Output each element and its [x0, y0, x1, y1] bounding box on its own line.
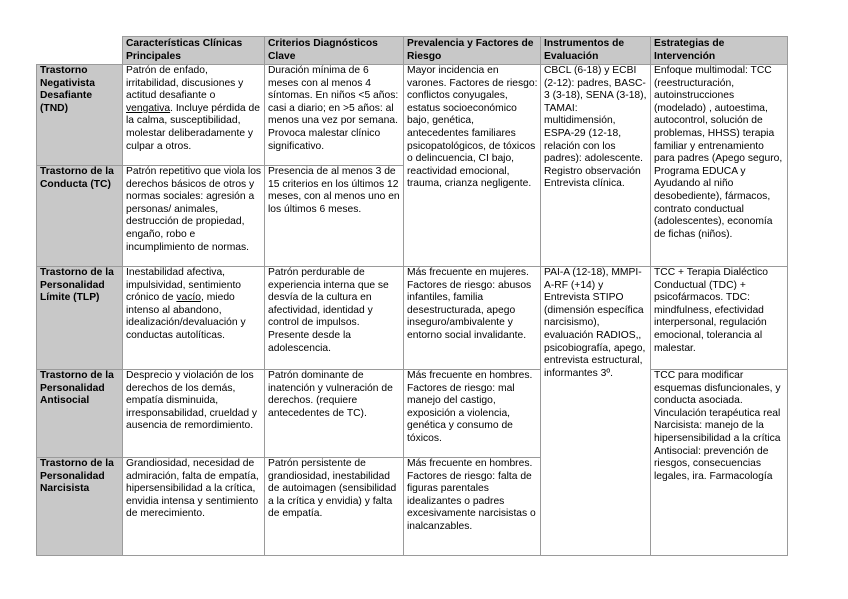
cell-tc-caracteristicas: Patrón repetitivo que viola los derechos básicos de otros y normas sociales: agresión a personas/ animales, destrucción de propiedad, engaño, robo e incumplimiento de normas. — [123, 166, 265, 267]
row-antisocial — [37, 370, 788, 458]
row-tnd — [37, 65, 788, 166]
cell-tc-criterios: Presencia de al menos 3 de 15 criterios en los últimos 12 meses, con al menos uno en los últimos 6 meses. — [265, 166, 404, 267]
tlp-caracteristicas-part1: Inestabilidad afectiva, impulsividad, sentimiento crónico de — [126, 267, 242, 304]
tnd-caracteristicas-underlined: vengativa — [126, 102, 171, 114]
cell-tnd-tc-estrategias: Enfoque multimodal: TCC (reestructuración, autoinstrucciones (modelado) , autoestima, autocontrol, solución de problemas, HHSS) terapia familiar y entrenamiento para padres (Apego seguro, Programa EDUCA y Ayudando al niño desobediente), fármacos, contrato conductual (adolescentes), economía de fichas (niños). — [651, 65, 788, 267]
cell-narcisista-caracteristicas: Grandiosidad, necesidad de admiración, falta de empatía, hipersensibilidad a la crítica, envidia intensa y sentimiento de merecimiento. — [123, 458, 265, 556]
rowhead-tc: Trastorno de la Conducta (TC) — [37, 166, 123, 267]
cell-tnd-caracteristicas — [123, 65, 265, 166]
rowhead-tlp: Trastorno de la Personalidad Límite (TLP) — [37, 267, 123, 370]
tlp-caracteristicas-underlined: vacío — [176, 292, 201, 304]
cell-tlp-criterios: Patrón perdurable de experiencia interna que se desvía de la cultura en afectividad, identidad y control de impulsos. Presente desde la adolescencia. — [265, 267, 404, 370]
rowhead-antisocial: Trastorno de la Personalidad Antisocial — [37, 370, 123, 458]
cell-antisocial-narcisista-estrategias: TCC para modificar esquemas disfuncionales, y conducta asociada. Vinculación terapéutica real Narcisista: manejo de la hipersensibilidad a la crítica Antisocial: prevención de riesgos, consecuencias legales, ira. Farmacología — [651, 370, 788, 556]
cell-tnd-tc-prevalencia: Mayor incidencia en varones. Factores de riesgo: conflictos conyugales, estatus socioeconómico bajo, genética, antecedentes familiares psicopatológicos, de tóxicos o delincuencia, CI bajo, reactividad emocional, trauma, crianza negligente. — [404, 65, 541, 267]
tnd-caracteristicas-part1: Patrón de enfado, irritabilidad, discusiones y actitud desafiante o — [126, 65, 244, 102]
cell-tlp-caracteristicas — [123, 267, 265, 370]
cell-personalidad-instrumentos: PAI-A (12-18), MMPI-A-RF (+14) y Entrevista STIPO (dimensión específica narcisismo), evaluación RADIOS,, psicobiografía, apego, entrevista estructural, informantes 3º. — [541, 267, 651, 556]
cell-tnd-tc-instrumentos: CBCL (6-18) y ECBI (2-12): padres, BASC-3 (3-18), SENA (3-18), TAMAI: multidimensión, ESPA-29 (12-18, relación con los padres): adolescente. Registro observación Entrevista clínica. — [541, 65, 651, 267]
row-tlp — [37, 267, 788, 370]
rowhead-narcisista: Trastorno de la Personalidad Narcisista — [37, 458, 123, 556]
cell-antisocial-prevalencia: Más frecuente en hombres. Factores de riesgo: mal manejo del castigo, exposición a violencia, genética y consumo de tóxicos. — [404, 370, 541, 458]
cell-antisocial-criterios: Patrón dominante de inatención y vulneración de derechos. (requiere antecedentes de TC). — [265, 370, 404, 458]
header-row — [37, 37, 788, 65]
cell-narcisista-prevalencia: Más frecuente en hombres. Factores de riesgo: falta de figuras parentales idealizantes o padres excesivamente narcisistas o inalcanzables. — [404, 458, 541, 556]
cell-narcisista-criterios: Patrón persistente de grandiosidad, inestabilidad de autoimagen (sensibilidad a la crítica y envidia) y falta de empatía. — [265, 458, 404, 556]
corner-cell — [37, 37, 123, 65]
tlp-caracteristicas-part2: , miedo intenso al abandono, idealización/devaluación y conductas autolíticas. — [126, 292, 246, 341]
cell-tlp-estrategias: TCC + Terapia Dialéctico Conductual (TDC) + psicofármacos. TDC: mindfulness, efectividad interpersonal, regulación emocional, tolerancia al malestar. — [651, 267, 788, 370]
cell-tlp-prevalencia: Más frecuente en mujeres. Factores de riesgo: abusos infantiles, familia desestructurada, apego inseguro/ambivalente y entorno social invalidante. — [404, 267, 541, 370]
cell-antisocial-caracteristicas: Desprecio y violación de los derechos de los demás, empatía disminuida, irresponsabilidad, crueldad y ausencia de remordimiento. — [123, 370, 265, 458]
header-prevalencia: Prevalencia y Factores de Riesgo — [404, 37, 541, 65]
header-estrategias: Estrategias de Intervención — [651, 37, 788, 65]
header-caracteristicas: Características Clínicas Principales — [123, 37, 265, 65]
header-criterios: Criterios Diagnósticos Clave — [265, 37, 404, 65]
cell-tnd-criterios: Duración mínima de 6 meses con al menos 4 síntomas. En niños <5 años: casi a diario; en >5 años: al menos una vez por semana. Provoca malestar clínico significativo. — [265, 65, 404, 166]
rowhead-tnd: Trastorno Negativista Desafiante (TND) — [37, 65, 123, 166]
tnd-caracteristicas-part2: . Incluye pérdida de la calma, susceptibilidad, molestar deliberadamente y culpar a otros. — [126, 102, 260, 152]
header-instrumentos: Instrumentos de Evaluación — [541, 37, 651, 65]
comparison-table — [36, 36, 788, 556]
